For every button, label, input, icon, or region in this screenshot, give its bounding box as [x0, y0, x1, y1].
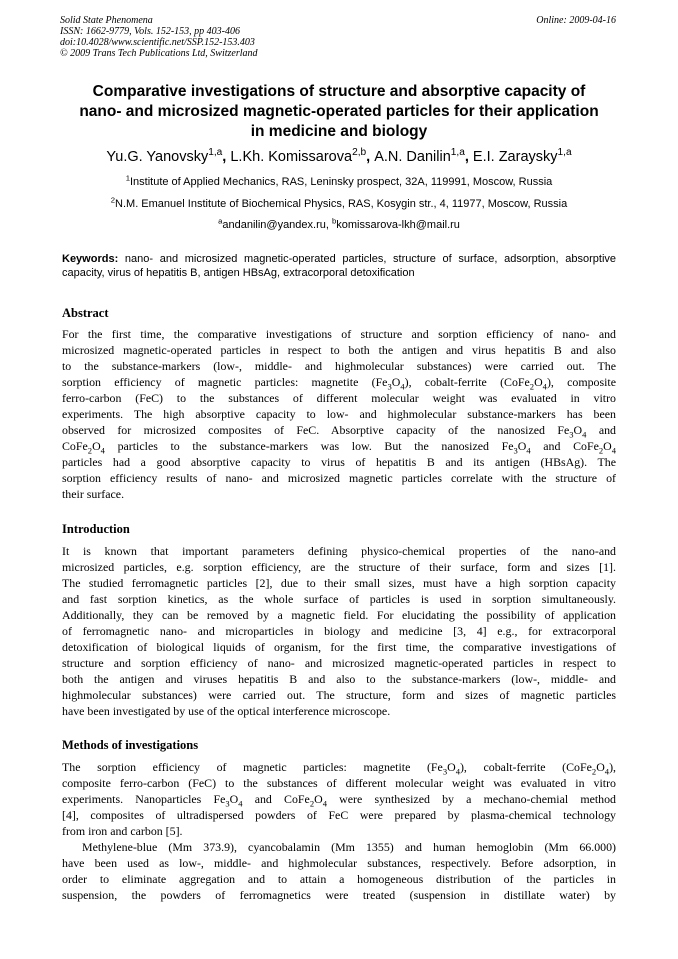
title-line: in medicine and biology [250, 123, 428, 140]
online-date: Online: 2009-04-16 [536, 15, 616, 26]
text-line: The sorption efficiency of magnetic particles: magnetite $(Fe_3O_4)$, cobalt-ferrite $(CoFe_2O_4)$, [62, 760, 616, 777]
text-line: have been used as low-, middle- and highmolecular substances, respectively. Before adsorption, in [62, 856, 616, 870]
text-line: Methylene-blue (Mm 373.9), cyancobalamin (Mm 1355) and human hemoglobin (Mm 66.000) [82, 840, 616, 854]
abstract-paragraph [62, 326, 616, 502]
author-separator: , [366, 149, 375, 165]
author-list [62, 147, 616, 167]
methods-paragraph [62, 759, 616, 903]
section-heading-methods: Methods of investigations [62, 738, 199, 752]
text-line: ferro-carbon (FeC) to the substances of different molecular weight was evaluated in vitro [62, 391, 616, 405]
author-affiliation-mark: 1,a [208, 147, 223, 159]
text-line: experiments. Nanoparticles $Fe_3O_4$ and $CoFe_2O_4$ were synthesized by a mechano-chemial method [62, 792, 616, 809]
journal-header [60, 15, 616, 59]
text-line: The studied ferromagnetic particles [2], due to their small sizes, must have a high sorption capacity [62, 576, 616, 590]
author-name: A.N. Danilin [374, 149, 451, 165]
text-line: $CoFe_2O_4$ particles to the substance-markers was low. But the nanosized $Fe_3O_4$ and $CoFe_2O_4$ [62, 439, 616, 456]
affiliation-2 [62, 197, 616, 211]
author-name: E.I. Zaraysky [472, 149, 558, 165]
author-affiliation-mark: 1,a [557, 147, 572, 159]
doi-line: doi:10.4028/www.scientific.net/SSP.152-153.403 [60, 37, 255, 48]
introduction-paragraph [62, 543, 616, 719]
email-separator: , [325, 219, 332, 231]
author-separator: , [464, 149, 473, 165]
text-line: observed for microsized composites of FeC. Absorptive capacity of the nanosized $Fe_3O_4$ and [62, 423, 616, 440]
paper-title [62, 82, 616, 142]
author-separator: , [222, 149, 231, 165]
journal-name: Solid State Phenomena [60, 15, 153, 26]
text-line: have been investigated by use of the optical interference microscope. [62, 704, 391, 718]
text-line: experiments. The high absorptive capacity to low- and highmolecular substance-markers has been [62, 407, 616, 421]
text-line: It is known that important parameters defining physico-chemical properties of the nano-and [62, 544, 616, 558]
section-heading-introduction: Introduction [62, 522, 130, 536]
affiliation-1 [62, 175, 616, 189]
text-line: [4], composites of ultradispersed powders of FeC were prepared by plasma-chemical technology [62, 808, 616, 822]
text-line: suspension, the powders of ferromagnetics were treated (suspension in distillate water) by [62, 888, 616, 902]
text-line: composite ferro-carbon (FeC) to the substances of different molecular weight was evaluated in vitro [62, 776, 616, 790]
section-heading-abstract: Abstract [62, 306, 109, 320]
affiliation-mark: 2 [110, 195, 116, 205]
keywords-text: nano- and microsized magnetic-operated particles, structure of surface, adsorption, absorptive capacity, virus of hepatitis B, antigen HBsAg, extracorporal detoxification [62, 253, 616, 279]
text-line: microsized particles, e.g. sorption efficiency, are the structure of their surface, form and sizes [1]. [62, 560, 616, 574]
text-line: sorption efficiency of magnetic particles: magnetite $(Fe_3O_4)$, cobalt-ferrite $(CoFe_2O_4)$, composite [62, 375, 616, 392]
text-line: Additionally, they can be removed by a magnetic field. For elucidating the possibility of application [62, 608, 616, 622]
email-line [62, 218, 616, 232]
author-name: Yu.G. Yanovsky [106, 149, 209, 165]
text-line: particles had a good absorptive capacity to virus of hepatitis B and its antigen (HBsAg). The [62, 455, 616, 469]
text-line: highmolecular substances) were carried out. The structure, form and sizes of magnetic particles [62, 688, 616, 702]
text-line: their surface. [62, 487, 125, 501]
issn-line: ISSN: 1662-9779, Vols. 152-153, pp 403-406 [60, 26, 240, 37]
keywords-block [62, 252, 616, 280]
copyright-line: © 2009 Trans Tech Publications Ltd, Switzerland [60, 48, 258, 59]
affiliation-mark: 1 [125, 173, 130, 183]
text-line: and fast sorption kinetics, as the whole surface of particles is used in sorption simultaneously. [62, 592, 616, 606]
title-line: nano- and microsized magnetic-operated particles for their application [79, 103, 599, 120]
text-line: microsized magnetic-operated particles in respect to both the antigen and virus hepatitis B and also [62, 343, 616, 357]
text-line: both the antigen and viruses hepatitis B and also to the substance-markers (low-, middle- and [62, 672, 616, 686]
author-name: L.Kh. Komissarova [230, 149, 353, 165]
text-line: sorption efficiency results of nano- and microsized magnetic particles correlate with the structure of [62, 471, 616, 485]
title-line: Comparative investigations of structure and absorptive capacity of [92, 83, 586, 100]
text-line: For the first time, the comparative investigations of structure and sorption efficiency of nano- and [62, 327, 616, 341]
keywords-label: Keywords: [62, 253, 119, 265]
email-link[interactable]: komissarova-lkh@mail.ru [336, 219, 460, 231]
text-line: structure and sorption efficiency of nano- and microsized magnetic-operated particles in respect to [62, 656, 616, 670]
author-affiliation-mark: 1,a [450, 147, 465, 159]
text-line: from iron and carbon [5]. [62, 824, 183, 838]
text-line: detoxification of biological liquids of organism, for the first time, the comparative investigations of [62, 640, 616, 654]
email-mark: a [218, 216, 223, 226]
author-affiliation-mark: 2,b [352, 147, 367, 159]
email-link[interactable]: andanilin@yandex.ru [222, 219, 326, 231]
text-line: of ferromagnetic nano- and microparticles in biology and medicine [3, 4] e.g., for extracorporal [62, 624, 616, 638]
affiliation-text: Institute of Applied Mechanics, RAS, Leninsky prospect, 32A, 119991, Moscow, Russia [129, 176, 553, 188]
affiliation-text: N.M. Emanuel Institute of Biochemical Physics, RAS, Kosygin str., 4, 11977, Moscow, Russia [115, 198, 568, 210]
text-line: to the substance-markers (low-, middle- and highmolecular substances) were carried out. The [62, 359, 616, 373]
email-mark: b [332, 216, 337, 226]
text-line: order to eliminate aggregation and to attain a homogeneous distribution of the particles in [62, 872, 616, 886]
